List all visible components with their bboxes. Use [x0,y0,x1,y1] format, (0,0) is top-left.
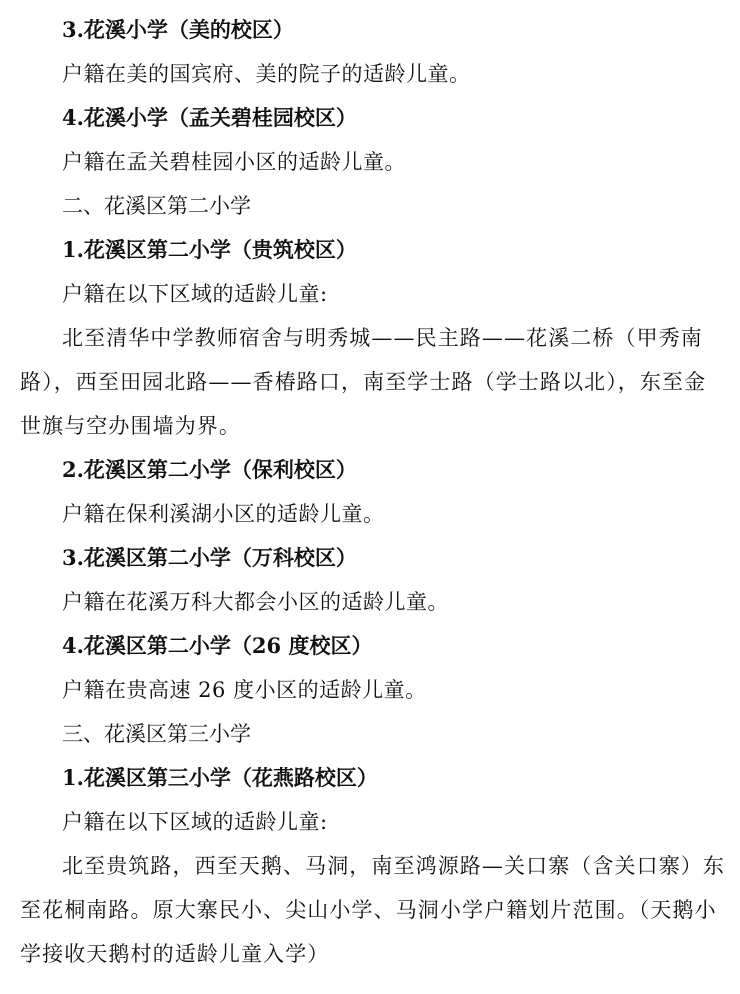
school-campus-heading: 4.花溪小学（孟关碧桂园校区） [62,105,357,130]
enrollment-area-intro: 户籍在以下区域的适龄儿童: [62,810,328,834]
enrollment-area-text: 户籍在花溪万科大都会小区的适龄儿童。 [62,590,449,614]
enrollment-area-intro: 户籍在以下区域的适龄儿童: [62,282,328,306]
school-campus-heading: 1.花溪区第三小学（花燕路校区） [62,765,378,790]
school-campus-heading: 1.花溪区第二小学（贵筑校区） [62,237,357,262]
school-campus-heading: 3.花溪小学（美的校区） [62,17,294,42]
section-heading: 二、花溪区第二小学 [62,194,251,218]
school-campus-heading: 2.花溪区第二小学（保利校区） [62,457,357,482]
enrollment-area-text: 户籍在孟关碧桂园小区的适龄儿童。 [62,150,406,174]
enrollment-area-text: 户籍在贵高速 26 度小区的适龄儿童。 [62,678,427,702]
school-campus-heading: 3.花溪区第二小学（万科校区） [62,545,357,570]
enrollment-area-text: 户籍在美的国宾府、美的院子的适龄儿童。 [62,62,471,86]
boundary-description: 北至清华中学教师宿舍与明秀城——民主路——花溪二桥（甲秀南路），西至田园北路——香椿路口，南至学士路（学士路以北），东至金世旗与空办围墙为界。 [20,326,707,438]
section-heading: 三、花溪区第三小学 [62,722,251,746]
school-campus-heading: 4.花溪区第二小学（26 度校区） [62,633,373,658]
enrollment-area-text: 户籍在保利溪湖小区的适龄儿童。 [62,502,385,526]
boundary-description: 北至贵筑路，西至天鹅、马洞，南至鸿源路—关口寨（含关口寨）东至花桐南路。原大寨民小、尖山小学、马洞小学户籍划片范围。（天鹅小学接收天鹅村的适龄儿童入学） [20,854,725,966]
